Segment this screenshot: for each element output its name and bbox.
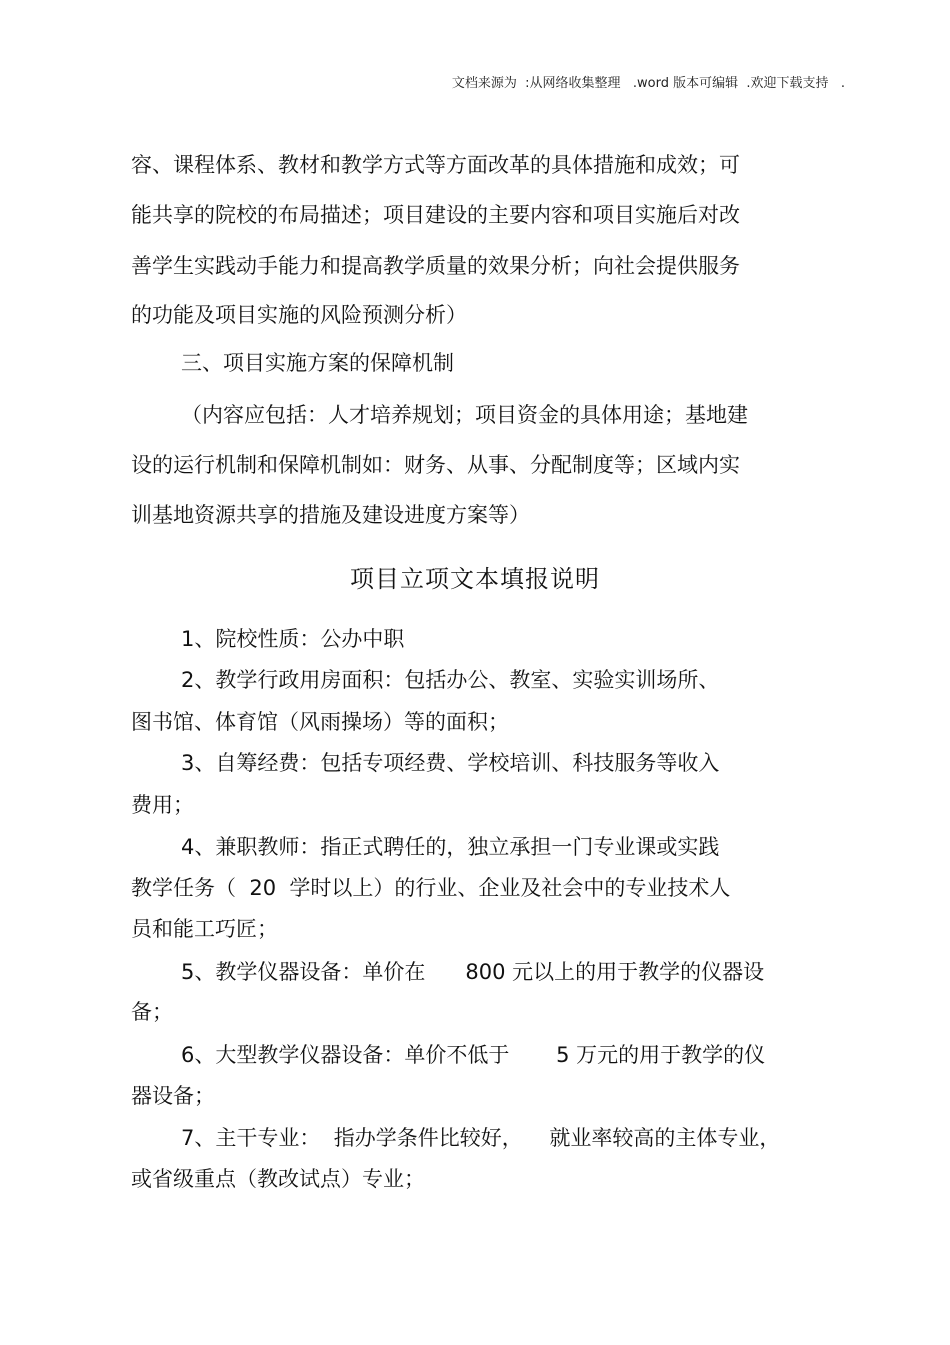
body-line: 训基地资源共享的措施及建设进度方案等）	[131, 503, 530, 527]
list-item-continuation: 图书馆、体育馆（风雨操场）等的面积；	[131, 710, 509, 734]
list-item: 3、自筹经费：包括专项经费、学校培训、科技服务等收入	[181, 751, 720, 775]
list-item: 7、主干专业： 指办学条件比较好， 就业率较高的主体专业，	[181, 1126, 781, 1150]
body-line: （内容应包括：人才培养规划；项目资金的具体用途；基地建	[181, 403, 748, 427]
list-item-continuation: 员和能工巧匠；	[131, 917, 278, 941]
list-item-continuation: 备；	[131, 1000, 173, 1024]
body-line: 的功能及项目实施的风险预测分析）	[131, 303, 467, 327]
list-item: 5、教学仪器设备：单价在 800 元以上的用于教学的仪器设	[181, 960, 765, 984]
section-heading: 三、项目实施方案的保障机制	[181, 351, 454, 375]
list-item-continuation: 器设备；	[131, 1084, 215, 1108]
list-item-continuation: 教学任务（ 20 学时以上）的行业、企业及社会中的专业技术人	[131, 876, 731, 900]
list-item: 1、院校性质：公办中职	[181, 627, 405, 651]
body-line: 善学生实践动手能力和提高教学质量的效果分析；向社会提供服务	[131, 254, 740, 278]
list-item: 4、兼职教师：指正式聘任的，独立承担一门专业课或实践	[181, 835, 720, 859]
list-item-continuation: 或省级重点（教改试点）专业；	[131, 1167, 425, 1191]
page-title: 项目立项文本填报说明	[350, 565, 600, 593]
list-item: 2、教学行政用房面积：包括办公、教室、实验实训场所、	[181, 668, 720, 692]
list-item: 6、大型教学仪器设备：单价不低于 5 万元的用于教学的仪	[181, 1043, 766, 1067]
body-line: 能共享的院校的布局描述；项目建设的主要内容和项目实施后对改	[131, 203, 740, 227]
body-line: 设的运行机制和保障机制如：财务、从事、分配制度等；区域内实	[131, 453, 740, 477]
header-note: 文档来源为 :从网络收集整理 .word 版本可编辑 .欢迎下载支持 .	[451, 76, 845, 91]
body-line: 容、课程体系、教材和教学方式等方面改革的具体措施和成效；可	[131, 153, 740, 177]
list-item-continuation: 费用；	[131, 793, 194, 817]
